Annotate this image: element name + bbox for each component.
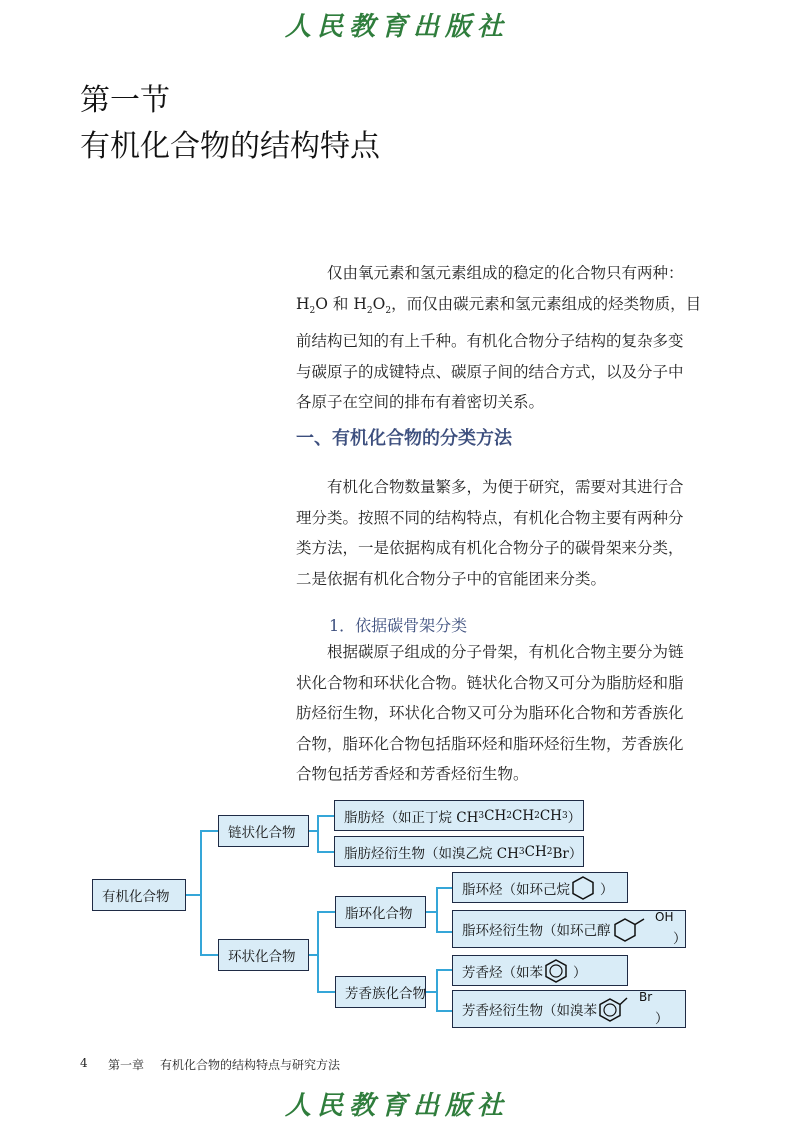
para3-line-5: 合物包括芳香烃和芳香烃衍生物。 (296, 765, 529, 783)
para3-line-1: 根据碳原子组成的分子骨架，有机化合物主要分为链 (327, 643, 684, 661)
aromatic-hc-close: ） (573, 964, 587, 981)
chain-compounds (218, 815, 309, 847)
para2-line-3: 类方法，一是依据构成有机化合物分子的碳骨架来分类， (296, 539, 684, 557)
benzene-icon (543, 958, 569, 984)
h2o2-o: O (372, 294, 386, 313)
alicyclic-hc-close: ） (600, 881, 614, 898)
connector (309, 954, 317, 956)
bromobenzene-icon (597, 993, 633, 1025)
intro-line-5: 各原子在空间的排布有着密切关系。 (296, 393, 545, 412)
aromatic-der-close: ） (655, 1011, 669, 1027)
connector (436, 969, 438, 1011)
para2-line-1: 有机化合物数量繁多，为便于研究，需要对其进行合 (327, 478, 684, 496)
page-number: 4 (80, 1056, 88, 1070)
connector (200, 830, 202, 956)
connector (317, 851, 334, 853)
br-label: Br (639, 990, 653, 1004)
connector (426, 911, 436, 913)
intro-line-1: 仅由氧元素和氢元素组成的稳定的化合物只有两种： (327, 264, 684, 282)
aromatic-compounds (335, 976, 426, 1008)
chain-label: 链状化合物 (228, 825, 296, 841)
aliphatic-der-ch: CH (524, 843, 547, 860)
alicyclic-label: 脂环化合物 (345, 906, 413, 922)
h2o2-h: H (353, 294, 367, 313)
section-name: 有机化合物的结构特点 (80, 129, 380, 164)
alicyclic-compounds (335, 896, 426, 928)
connector (200, 954, 218, 956)
alicyclic-hydrocarbon (452, 872, 628, 903)
aliphatic-derivative: 脂肪烃衍生物（如溴乙烷 CH 3 CH 2 Br） (334, 836, 584, 867)
aromatic-label: 芳香族化合物 (345, 986, 426, 1002)
aromatic-der-text: 芳香烃衍生物（如溴苯 (462, 1003, 597, 1019)
intro-line-2-rest: ，而仅由碳元素和氢元素组成的烃类物质，目 (391, 294, 702, 313)
alicyclic-der-close: ） (673, 931, 687, 947)
cyclic-compounds (218, 939, 309, 971)
para2-line-2: 理分类。按照不同的结构特点，有机化合物主要有两种分 (296, 508, 684, 527)
section-title (80, 78, 380, 170)
connector (186, 894, 200, 896)
publisher-logo-bottom: 人民教育出版社 (284, 1091, 509, 1121)
and-word: 和 (332, 294, 349, 313)
aliphatic-der-text: 脂肪烃衍生物（如溴乙烷 CH (344, 845, 519, 862)
heading-carbon-skeleton: 1．依据碳骨架分类 (329, 616, 468, 635)
connector (317, 991, 335, 993)
skeleton-paragraph (296, 637, 706, 790)
h2o-h: H (296, 294, 310, 313)
alicyclic-hc-text: 脂环烃（如环己烷 (462, 881, 570, 898)
aliphatic-hydrocarbon: 脂肪烃（如正丁烷 CH 3 CH 2 CH 2 CH 3 ） (334, 800, 584, 831)
root-organic-compounds (92, 879, 186, 911)
para3-line-4: 合物，脂环化合物包括脂环烃和脂环烃衍生物，芳香族化 (296, 734, 684, 753)
intro-paragraph: 仅由氧元素和氢元素组成的稳定的化合物只有两种： $H_2O$ 和 $H_2O_2$，而仅由碳元素和氢元素组成的烃类物质，目 前结构已知的有上千种。有机化合物分子结构的复杂多变 与碳原子的成键特点、碳原子间的结合方式，以及分子中 各原子在空间的排布有着密切关系。 (296, 258, 706, 418)
intro-line-3: 前结构已知的有上千种。有机化合物分子结构的复杂多变 (296, 332, 684, 351)
oh-label: OH (655, 910, 674, 924)
connector (200, 830, 218, 832)
connector (317, 911, 335, 913)
connector (317, 815, 334, 817)
footer-chapter-title: 有机化合物的结构特点与研究方法 (160, 1058, 341, 1072)
alicyclic-derivative (452, 910, 686, 948)
publisher-logo-top: 人民教育出版社 (284, 12, 509, 42)
cyclic-label: 环状化合物 (228, 949, 296, 965)
connector (436, 969, 452, 971)
footer-chapter: 第一章 (108, 1058, 145, 1072)
aliphatic-hc-close: ） (567, 809, 582, 826)
aliphatic-hc-text: 脂肪烃（如正丁烷 CH (344, 809, 479, 826)
section-number: 第一节 (80, 83, 170, 118)
root-label: 有机化合物 (102, 889, 170, 905)
connector (426, 991, 436, 993)
para3-line-2: 状化合物和环状化合物。链状化合物又可分为脂肪烃和脂 (296, 673, 684, 692)
classification-paragraph (296, 472, 706, 594)
para2-line-4: 二是依据有机化合物分子中的官能团来分类。 (296, 569, 607, 588)
aromatic-derivative (452, 990, 686, 1028)
alicyclic-der-text: 脂环烃衍生物（如环己醇 (462, 923, 611, 939)
connector (317, 911, 319, 993)
para3-line-3: 肪烃衍生物，环状化合物又可分为脂环化合物和芳香族化 (296, 704, 684, 722)
connector (436, 1010, 452, 1012)
connector (436, 887, 452, 889)
cyclohexane-icon (570, 875, 596, 901)
h2o-o: O (315, 294, 328, 313)
cyclohexanol-icon (611, 913, 651, 945)
aliphatic-der-br: Br） (552, 845, 583, 862)
aromatic-hydrocarbon (452, 955, 628, 986)
heading-classification-methods: 一、有机化合物的分类方法 (296, 428, 512, 449)
connector (436, 887, 438, 932)
connector (317, 815, 319, 852)
connector (436, 931, 452, 933)
intro-line-4: 与碳原子的成键特点、碳原子间的结合方式，以及分子中 (296, 362, 684, 381)
connector (309, 830, 317, 832)
aromatic-hc-text: 芳香烃（如苯 (462, 964, 543, 981)
